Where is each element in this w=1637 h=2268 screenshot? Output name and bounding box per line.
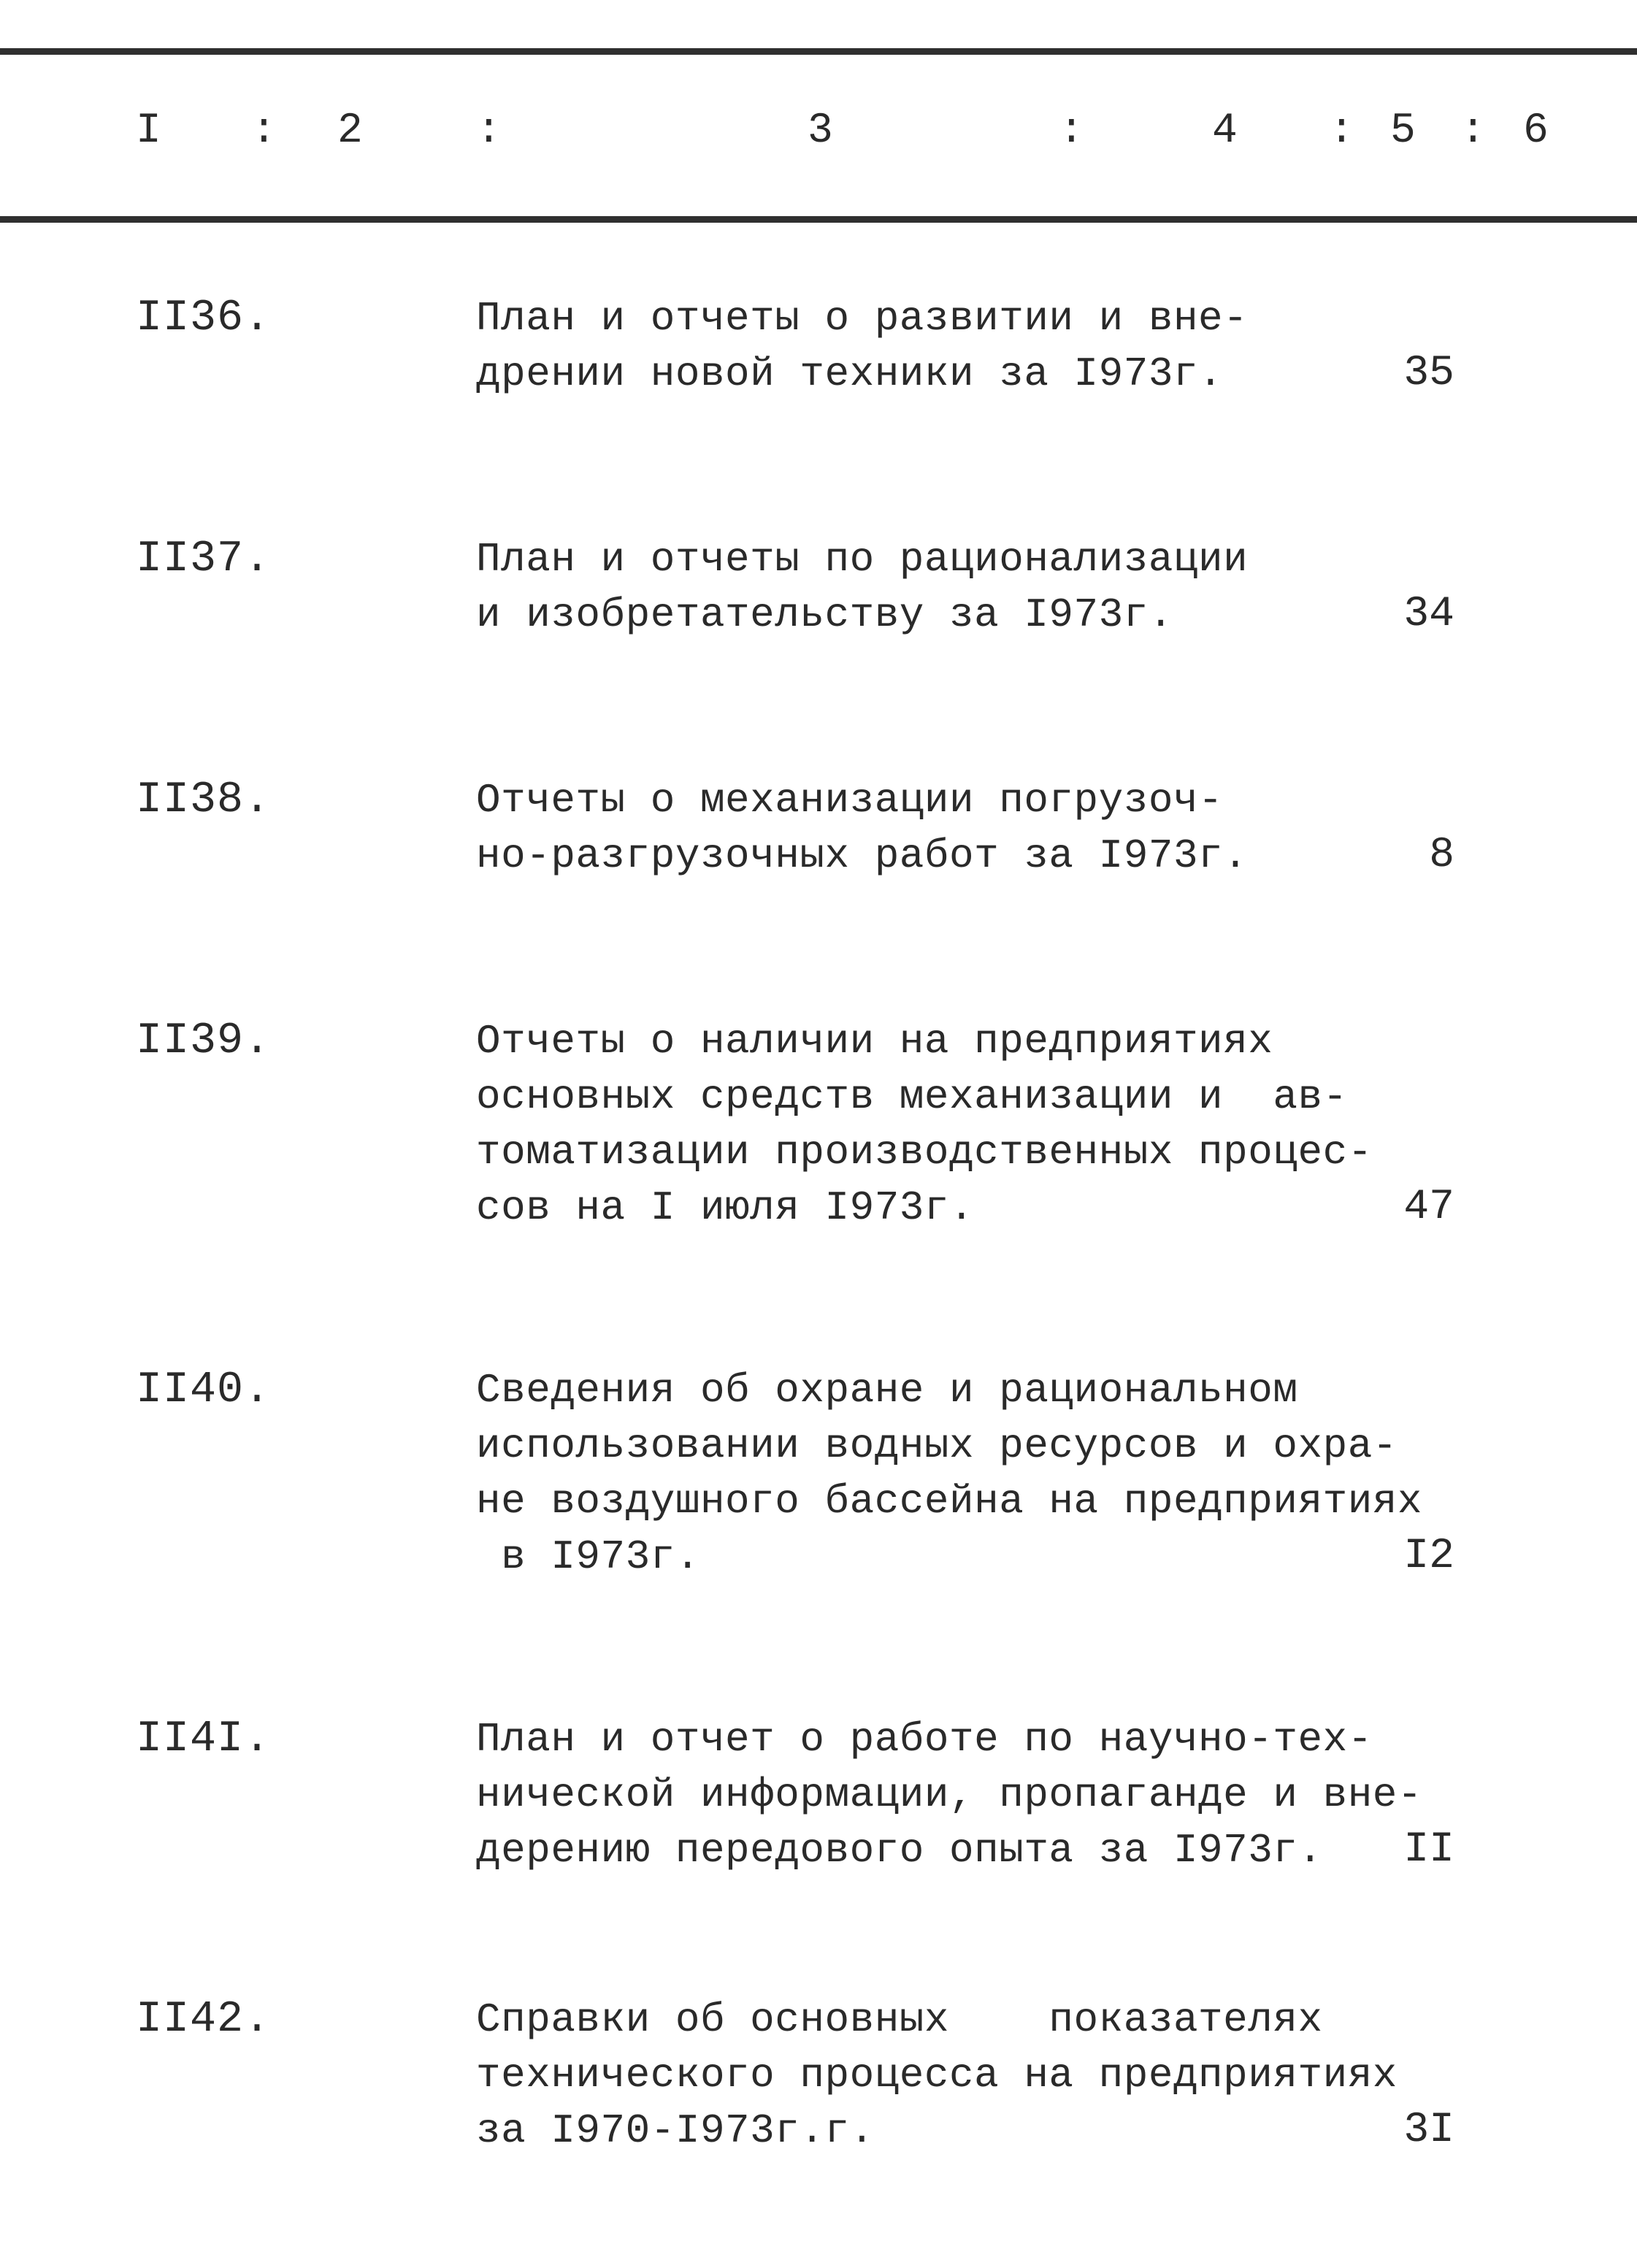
entry-title-line: в I973г. (476, 1533, 700, 1580)
entry-number: II42. (136, 1995, 272, 2045)
entry-number: II39. (136, 1016, 272, 1066)
entry-title-line: но-разгрузочных работ за I973г. (476, 832, 1249, 879)
entry-sheet-count: 34 (1403, 591, 1454, 638)
entry-title-line: Отчеты о механизации погрузоч- (476, 777, 1224, 824)
entry-sheet-count: I2 (1403, 1533, 1454, 1580)
entry-number: II38. (136, 775, 272, 825)
column-separator: : (251, 107, 277, 155)
entry-title-line: дрении новой техники за I973г. (476, 350, 1224, 397)
entry-title-line: не воздушного бассейна на предприятиях (476, 1478, 1423, 1525)
entry-number: II4I. (136, 1715, 272, 1764)
column-separator: : (1329, 107, 1354, 155)
header-top-rule (0, 48, 1637, 55)
entry-title (476, 1363, 1425, 1585)
column-header-6: 6 (1523, 107, 1549, 155)
entry-title-line: сов на I июля I973г. (476, 1184, 975, 1231)
entry-title (476, 1712, 1425, 1878)
entry-sheet-count: II (1403, 1826, 1454, 1874)
column-separator: : (1460, 107, 1486, 155)
entry-title-line: Справки об основных показателях (476, 1996, 1323, 2043)
entry-title-line: Отчеты о наличии на предприятиях (476, 1018, 1273, 1065)
entry-number: II36. (136, 294, 272, 343)
column-header-4: 4 (1212, 107, 1238, 155)
column-header-2: 2 (337, 107, 363, 155)
column-header-1: I (136, 107, 161, 155)
entry-sheet-count: 3I (1403, 2107, 1454, 2154)
entry-title-line: План и отчеты о развитии и вне- (476, 295, 1249, 342)
column-header-3: 3 (808, 107, 833, 155)
entry-number: II40. (136, 1365, 272, 1415)
column-separator: : (1059, 107, 1084, 155)
entry-sheet-count: 47 (1403, 1184, 1454, 1231)
entry-title-line: и изобретательству за I973г. (476, 591, 1173, 638)
entry-title-line: План и отчет о работе по научно-тех- (476, 1716, 1373, 1763)
entry-title-line: дерению передового опыта за I973г. (476, 1827, 1323, 1874)
entry-number: II37. (136, 535, 272, 584)
entry-title (476, 773, 1425, 884)
entry-title-line: План и отчеты по рационализации (476, 536, 1249, 583)
entry-title (476, 532, 1425, 643)
header-bottom-rule (0, 216, 1637, 223)
entry-title-line: основных средств механизации и ав- (476, 1073, 1348, 1120)
entry-title-line: томатизации производственных процес- (476, 1129, 1373, 1176)
entry-sheet-count: 8 (1429, 832, 1454, 879)
entry-title-line: за I970-I973г.г. (476, 2107, 875, 2154)
entry-title-line: нической информации, пропаганде и вне- (476, 1771, 1423, 1818)
entry-title (476, 1992, 1425, 2158)
entry-title-line: Сведения об охране и рациональном (476, 1367, 1298, 1414)
column-separator: : (476, 107, 502, 155)
entry-title-line: технического процесса на предприятиях (476, 2052, 1398, 2099)
entry-sheet-count: 35 (1403, 350, 1454, 397)
entry-title (476, 291, 1425, 402)
entry-title (476, 1014, 1425, 1235)
entry-title-line: использовании водных ресурсов и охра- (476, 1422, 1398, 1469)
column-header-5: 5 (1390, 107, 1416, 155)
